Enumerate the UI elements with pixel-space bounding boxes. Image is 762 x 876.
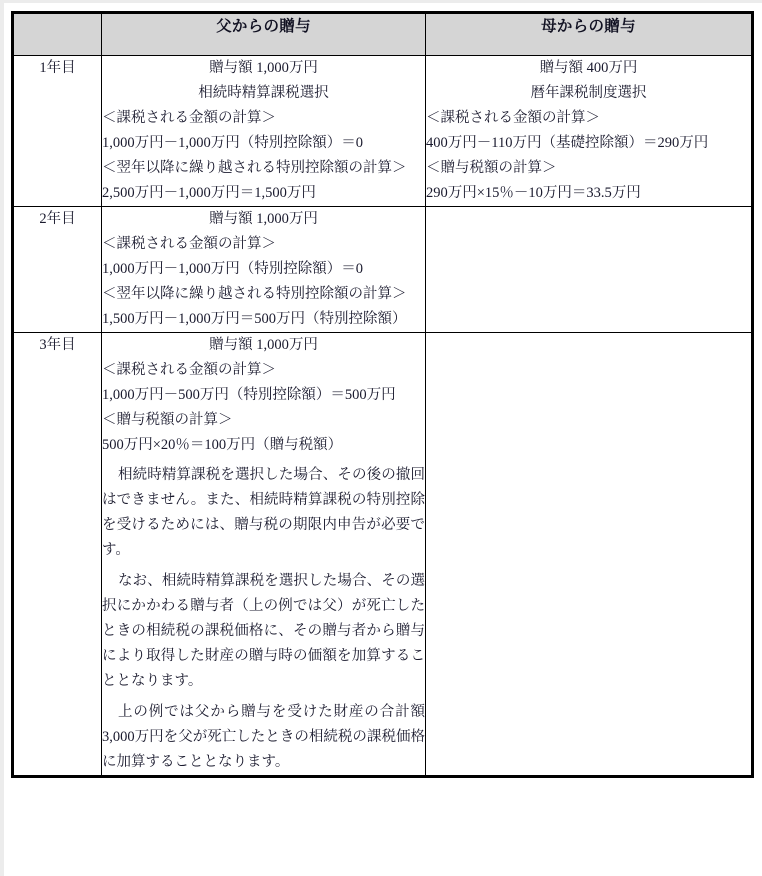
calc-line: 500万円×20％＝100万円（贈与税額） <box>102 437 343 453</box>
page-gutter-top <box>0 0 762 3</box>
calc-line: 2,500万円－1,000万円＝1,500万円 <box>102 185 316 201</box>
calc-line: 贈与額 1,000万円 <box>209 211 318 227</box>
note-paragraph: 相続時精算課税を選択した場合、その後の撤回はできません。また、相続時精算課税の特別控除を受けるためには、贈与税の期限内申告が必要です。 <box>102 467 425 558</box>
father-cell-year3 <box>102 333 426 777</box>
header-cell-year <box>13 13 102 56</box>
calc-line: ＜贈与税額の計算＞ <box>102 412 233 428</box>
mother-cell-year3 <box>426 333 753 777</box>
gift-tax-comparison-table <box>11 11 754 778</box>
header-cell-mother: 母からの贈与 <box>426 13 753 56</box>
calc-line: 1,000万円－1,000万円（特別控除額）＝0 <box>102 135 363 151</box>
calc-line: 暦年課税制度選択 <box>530 85 647 101</box>
gift-tax-table-container <box>11 11 751 778</box>
table-body <box>13 56 753 777</box>
calc-line: 贈与額 1,000万円 <box>209 337 318 353</box>
mother-cell-year2 <box>426 207 753 333</box>
table-header-row <box>13 13 753 56</box>
note-paragraph: なお、相続時精算課税を選択した場合、その選択にかかわる贈与者（上の例では父）が死亡したときの相続税の課税価格に、その贈与者から贈与により取得した財産の贈与時の価額を加算することとなります。 <box>102 573 425 689</box>
calc-line: 相続時精算課税選択 <box>198 85 329 101</box>
page-gutter-left <box>0 0 4 876</box>
calc-line: ＜課税される金額の計算＞ <box>102 236 276 252</box>
year-label-cell: 3年目 <box>13 333 102 777</box>
mother-cell-year1 <box>426 56 753 207</box>
calc-line: 1,000万円－1,000万円（特別控除額）＝0 <box>102 261 363 277</box>
calc-line: ＜贈与税額の計算＞ <box>426 160 557 176</box>
year-label-cell: 1年目 <box>13 56 102 207</box>
calc-line: 贈与額 1,000万円 <box>209 60 318 76</box>
father-cell-year2 <box>102 207 426 333</box>
header-cell-father: 父からの贈与 <box>102 13 426 56</box>
calc-line: ＜課税される金額の計算＞ <box>102 362 276 378</box>
note-paragraph: 上の例では父から贈与を受けた財産の合計額3,000万円を父が死亡したときの相続税の課税価格に加算することとなります。 <box>102 704 425 770</box>
table-row <box>13 56 753 207</box>
calc-line: ＜課税される金額の計算＞ <box>426 110 600 126</box>
calc-line: 贈与額 400万円 <box>539 60 638 76</box>
table-row <box>13 333 753 777</box>
year-label-cell: 2年目 <box>13 207 102 333</box>
calc-line: 400万円－110万円（基礎控除額）＝290万円 <box>426 135 709 151</box>
calc-line: ＜翌年以降に繰り越される特別控除額の計算＞ <box>102 160 407 176</box>
calc-line: 1,000万円－500万円（特別控除額）＝500万円 <box>102 387 396 403</box>
father-cell-year1 <box>102 56 426 207</box>
calc-line: ＜翌年以降に繰り越される特別控除額の計算＞ <box>102 286 407 302</box>
table-row <box>13 207 753 333</box>
calc-line: ＜課税される金額の計算＞ <box>102 110 276 126</box>
calc-line: 290万円×15％－10万円＝33.5万円 <box>426 185 641 201</box>
calc-line: 1,500万円－1,000万円＝500万円（特別控除額） <box>102 311 407 327</box>
table-header <box>13 13 753 56</box>
